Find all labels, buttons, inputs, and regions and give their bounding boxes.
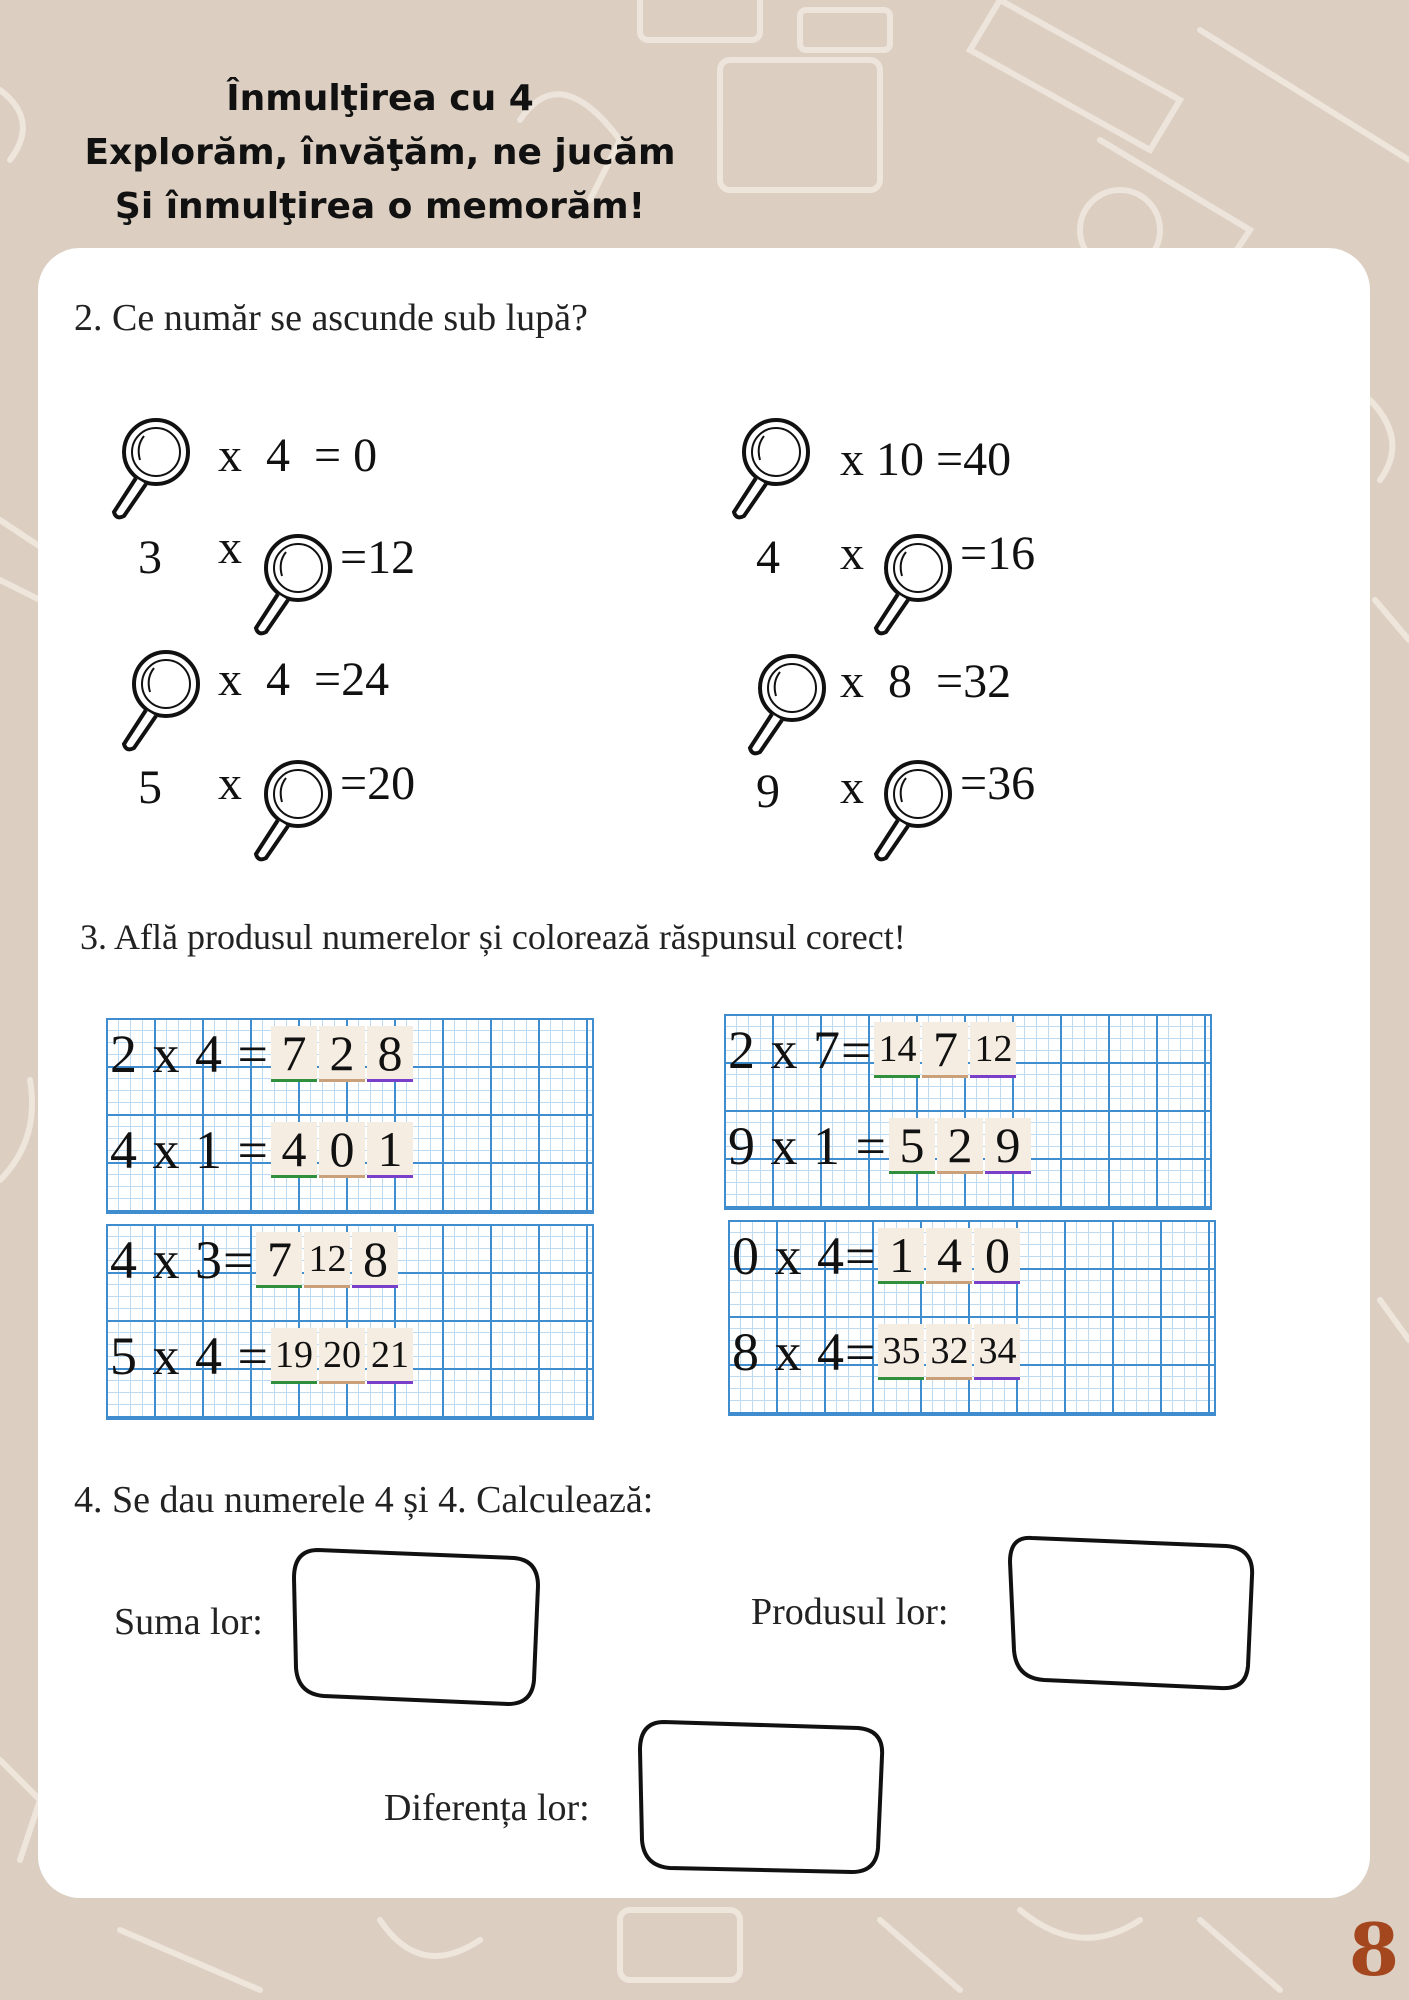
header-subtitle-1: Explorăm, învăţăm, ne jucăm bbox=[84, 132, 676, 173]
answer-option[interactable]: 8 bbox=[352, 1232, 398, 1288]
equation-left-3 bbox=[218, 652, 389, 707]
operator: x bbox=[840, 527, 864, 580]
grid-row bbox=[732, 1224, 1020, 1288]
result: =32 bbox=[936, 655, 1012, 708]
grid-row bbox=[110, 1118, 413, 1182]
header-title: Înmulţirea cu 4 bbox=[226, 78, 534, 119]
operator: x bbox=[840, 655, 864, 708]
factor: 9 bbox=[756, 765, 780, 818]
operator: x bbox=[840, 433, 864, 486]
magnifier-icon[interactable] bbox=[250, 758, 336, 868]
grid-row bbox=[110, 1022, 413, 1086]
header-subtitle-2: Şi înmulţirea o memorăm! bbox=[114, 186, 646, 227]
answer-option[interactable]: 12 bbox=[304, 1232, 350, 1288]
operator: x bbox=[218, 653, 242, 706]
equation-right-1 bbox=[840, 432, 1011, 487]
answer-option[interactable]: 14 bbox=[874, 1022, 920, 1078]
answer-option[interactable]: 1 bbox=[878, 1228, 924, 1284]
answer-option[interactable]: 7 bbox=[256, 1232, 302, 1288]
multiplication-grid bbox=[724, 1014, 1212, 1210]
result: =20 bbox=[340, 757, 416, 810]
exercise-4-title: 4. Se dau numerele 4 și 4. Calculează: bbox=[74, 1479, 654, 1521]
result: = 0 bbox=[314, 429, 378, 482]
result: =40 bbox=[936, 433, 1012, 486]
worksheet-header bbox=[80, 72, 680, 234]
grid-row bbox=[728, 1114, 1031, 1178]
answer-option[interactable]: 8 bbox=[367, 1026, 413, 1082]
multiplication-expression: 4 x 1 = bbox=[110, 1120, 269, 1180]
sum-label: Suma lor: bbox=[114, 1601, 263, 1643]
grid-row bbox=[732, 1320, 1020, 1384]
multiplication-grid bbox=[728, 1220, 1216, 1416]
operator: x bbox=[218, 521, 242, 574]
magnifier-icon[interactable] bbox=[108, 416, 194, 526]
difference-answer-box[interactable] bbox=[634, 1716, 890, 1880]
factor: 5 bbox=[138, 761, 162, 814]
answer-option[interactable]: 34 bbox=[974, 1324, 1020, 1380]
answer-option[interactable]: 2 bbox=[319, 1026, 365, 1082]
magnifier-icon[interactable] bbox=[728, 416, 814, 526]
answer-option[interactable]: 0 bbox=[319, 1122, 365, 1178]
multiplication-expression: 9 x 1 = bbox=[728, 1116, 887, 1176]
factor: 4 bbox=[756, 531, 780, 584]
answer-option[interactable]: 21 bbox=[367, 1328, 413, 1384]
grid-row bbox=[728, 1018, 1016, 1082]
answer-option[interactable]: 4 bbox=[926, 1228, 972, 1284]
answer-option[interactable]: 7 bbox=[271, 1026, 317, 1082]
worksheet-card bbox=[38, 248, 1370, 1898]
multiplication-grid bbox=[106, 1224, 594, 1420]
answer-option[interactable]: 2 bbox=[937, 1118, 983, 1174]
magnifier-icon[interactable] bbox=[744, 652, 830, 762]
operator: x bbox=[218, 757, 242, 810]
answer-option[interactable]: 20 bbox=[319, 1328, 365, 1384]
multiplication-expression: 0 x 4= bbox=[732, 1226, 877, 1286]
factor: 8 bbox=[888, 655, 912, 708]
product-label: Produsul lor: bbox=[751, 1591, 949, 1633]
answer-option[interactable]: 9 bbox=[985, 1118, 1031, 1174]
answer-option[interactable]: 5 bbox=[889, 1118, 935, 1174]
multiplication-expression: 8 x 4= bbox=[732, 1322, 877, 1382]
answer-option[interactable]: 4 bbox=[271, 1122, 317, 1178]
grid-row bbox=[110, 1228, 398, 1292]
multiplication-expression: 2 x 4 = bbox=[110, 1024, 269, 1084]
result: =16 bbox=[960, 527, 1036, 580]
answer-option[interactable]: 0 bbox=[974, 1228, 1020, 1284]
answer-option[interactable]: 35 bbox=[878, 1324, 924, 1380]
sum-answer-box[interactable] bbox=[288, 1546, 544, 1710]
factor: 10 bbox=[876, 433, 924, 486]
multiplication-grid bbox=[106, 1018, 594, 1214]
grid-row bbox=[110, 1324, 413, 1388]
factor: 4 bbox=[266, 429, 290, 482]
result: =12 bbox=[340, 531, 416, 584]
result: =24 bbox=[314, 653, 390, 706]
magnifier-icon[interactable] bbox=[250, 532, 336, 642]
exercise-2-title: 2. Ce număr se ascunde sub lupă? bbox=[74, 297, 588, 339]
answer-option[interactable]: 1 bbox=[367, 1122, 413, 1178]
answer-option[interactable]: 32 bbox=[926, 1324, 972, 1380]
exercise-3-title: 3. Află produsul numerelor și colorează răspunsul corect! bbox=[80, 917, 906, 957]
factor: 3 bbox=[138, 531, 162, 584]
answer-option[interactable]: 7 bbox=[922, 1022, 968, 1078]
multiplication-expression: 5 x 4 = bbox=[110, 1326, 269, 1386]
page-number: 8 bbox=[1348, 1907, 1399, 1992]
operator: x bbox=[840, 761, 864, 814]
factor: 4 bbox=[266, 653, 290, 706]
equation-right-3 bbox=[840, 654, 1011, 709]
product-answer-box[interactable] bbox=[1004, 1532, 1260, 1696]
operator: x bbox=[218, 429, 242, 482]
difference-label: Diferența lor: bbox=[384, 1787, 590, 1829]
magnifier-icon[interactable] bbox=[870, 758, 956, 868]
magnifier-icon[interactable] bbox=[870, 532, 956, 642]
magnifier-icon[interactable] bbox=[118, 648, 204, 758]
answer-option[interactable]: 19 bbox=[271, 1328, 317, 1384]
equation-left-1 bbox=[218, 428, 377, 483]
result: =36 bbox=[960, 757, 1036, 810]
answer-option[interactable]: 12 bbox=[970, 1022, 1016, 1078]
multiplication-expression: 2 x 7= bbox=[728, 1020, 873, 1080]
multiplication-expression: 4 x 3= bbox=[110, 1230, 255, 1290]
